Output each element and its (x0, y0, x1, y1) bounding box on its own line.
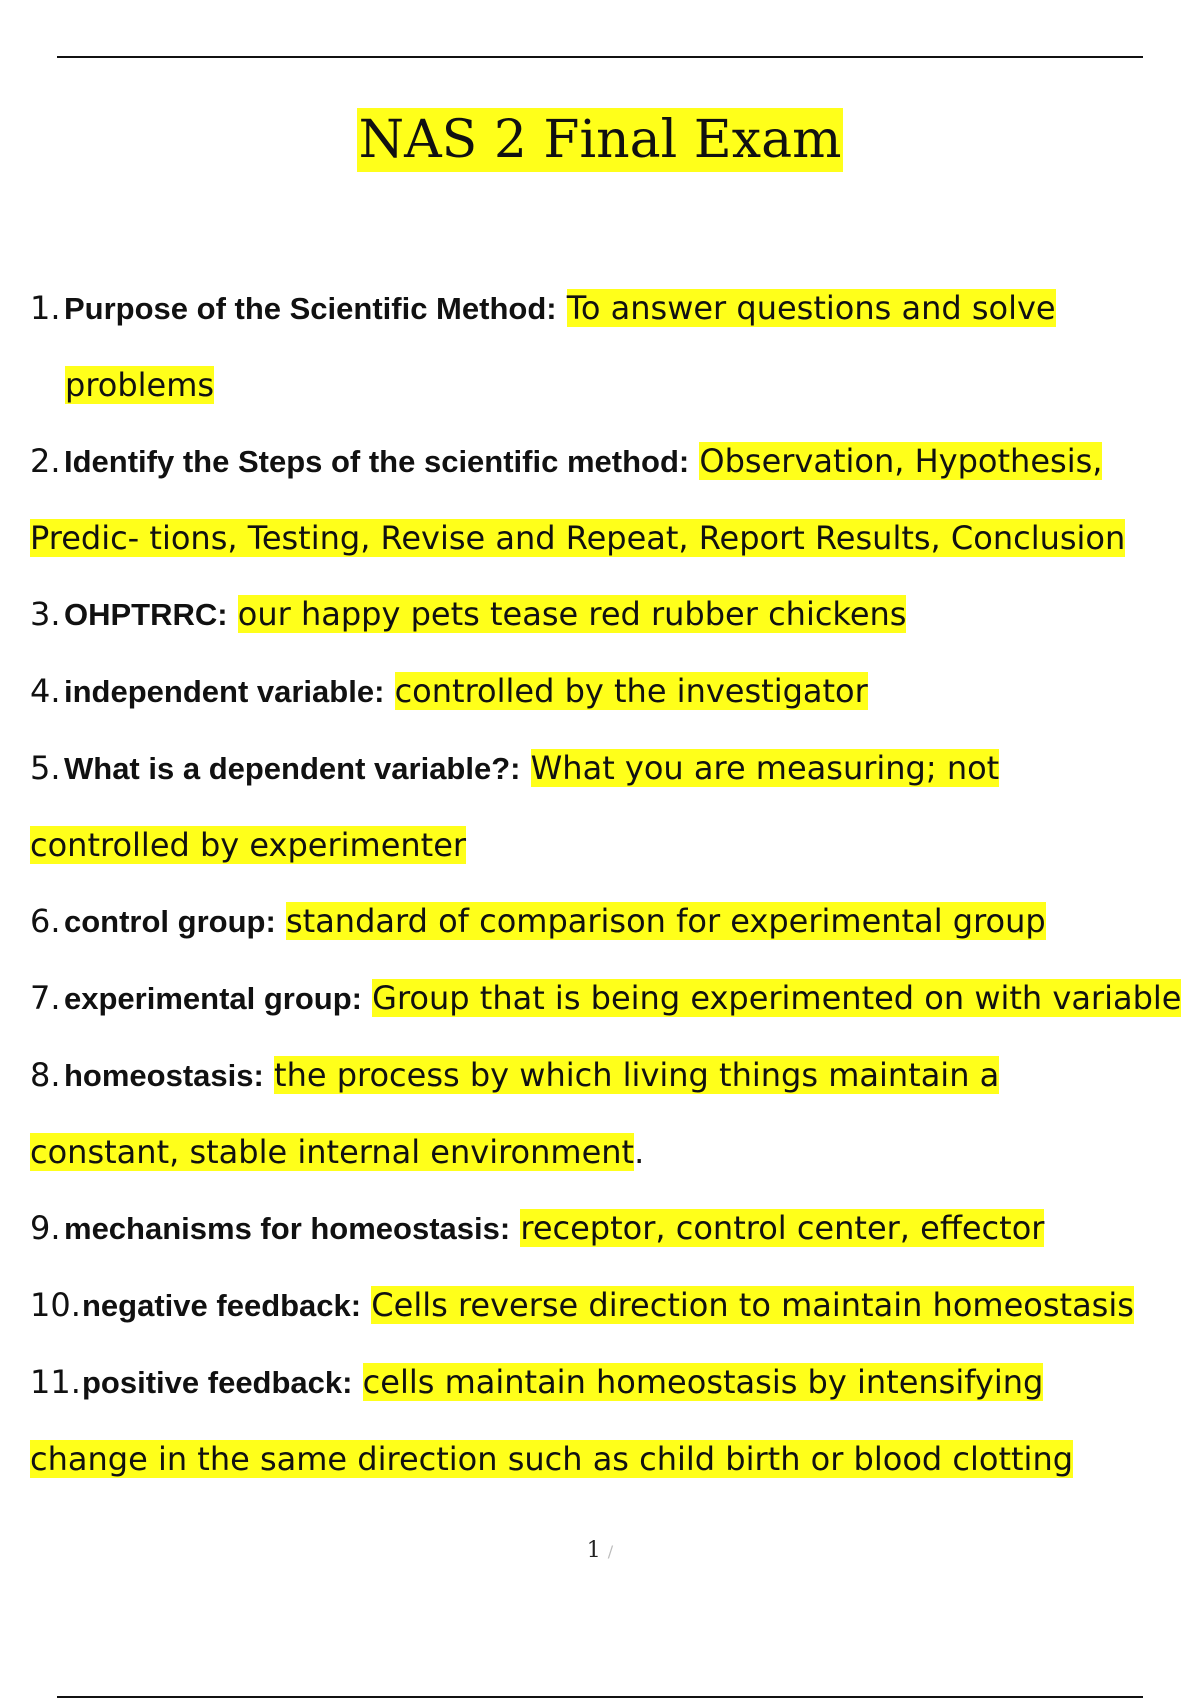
item-answer: Observation, Hypothesis, (699, 442, 1103, 480)
item-number: 1. (30, 289, 61, 327)
item-number: 8. (30, 1056, 61, 1094)
item-answer: constant, stable internal environment (30, 1133, 635, 1171)
question-list (30, 270, 1200, 1497)
list-item (30, 960, 1200, 1037)
item-answer: standard of comparison for experimental group (285, 902, 1046, 940)
item-number: 10. (30, 1286, 81, 1324)
item-number: 9. (30, 1209, 61, 1247)
list-item (30, 653, 1200, 730)
item-number: 2. (30, 442, 61, 480)
item-answer: Predic- tions, Testing, Revise and Repeat, Report Results, Conclusion (30, 519, 1126, 557)
page-number-suffix: / (607, 1542, 614, 1561)
item-number: 4. (30, 672, 61, 710)
page-number (0, 1538, 1200, 1563)
title-container (0, 108, 1200, 172)
item-term: mechanisms for homeostasis: (64, 1211, 511, 1246)
item-term: OHPTRRC: (64, 597, 228, 632)
item-term: negative feedback: (82, 1288, 362, 1323)
item-term: experimental group: (64, 981, 362, 1016)
item-number: 7. (30, 979, 61, 1017)
item-number: 11. (30, 1363, 81, 1401)
page-number-value: 1 (586, 1538, 601, 1563)
list-item (30, 423, 1200, 500)
item-term: independent variable: (64, 674, 385, 709)
item-answer: the process by which living things maintain a (274, 1056, 1000, 1094)
list-item (30, 730, 1200, 807)
item-answer: What you are measuring; not (530, 749, 1000, 787)
list-item-continuation (30, 347, 1200, 423)
list-item-continuation (30, 807, 1200, 883)
item-term: positive feedback: (82, 1365, 353, 1400)
list-item-continuation (30, 1421, 1200, 1497)
list-item (30, 1344, 1200, 1421)
item-number: 3. (30, 595, 61, 633)
item-term: Identify the Steps of the scientific method: (64, 444, 690, 479)
list-item (30, 1037, 1200, 1114)
list-item (30, 883, 1200, 960)
item-answer: controlled by the investigator (394, 672, 868, 710)
item-answer: Group that is being experimented on with variable (372, 979, 1182, 1017)
item-answer: our happy pets tease red rubber chickens (237, 595, 907, 633)
list-item (30, 1190, 1200, 1267)
list-item (30, 1267, 1200, 1344)
item-trailing-punctuation: . (634, 1133, 645, 1171)
item-number: 6. (30, 902, 61, 940)
item-answer: controlled by experimenter (30, 826, 467, 864)
bottom-rule (57, 1696, 1143, 1698)
item-answer: cells maintain homeostasis by intensifying (362, 1363, 1044, 1401)
document-title: NAS 2 Final Exam (358, 110, 842, 170)
list-item (30, 576, 1200, 653)
item-term: homeostasis: (64, 1058, 264, 1093)
item-answer: To answer questions and solve (566, 289, 1056, 327)
item-answer: receptor, control center, effector (520, 1209, 1045, 1247)
item-answer: Cells reverse direction to maintain homeostasis (371, 1286, 1134, 1324)
list-item (30, 270, 1200, 347)
item-term: control group: (64, 904, 276, 939)
list-item-continuation (30, 500, 1200, 576)
item-answer: change in the same direction such as child birth or blood clotting (30, 1440, 1074, 1478)
item-term: Purpose of the Scientific Method: (64, 291, 557, 326)
list-item-continuation (30, 1114, 1200, 1190)
top-rule (57, 56, 1143, 58)
item-number: 5. (30, 749, 61, 787)
item-term: What is a dependent variable?: (64, 751, 521, 786)
item-answer: problems (65, 366, 215, 404)
